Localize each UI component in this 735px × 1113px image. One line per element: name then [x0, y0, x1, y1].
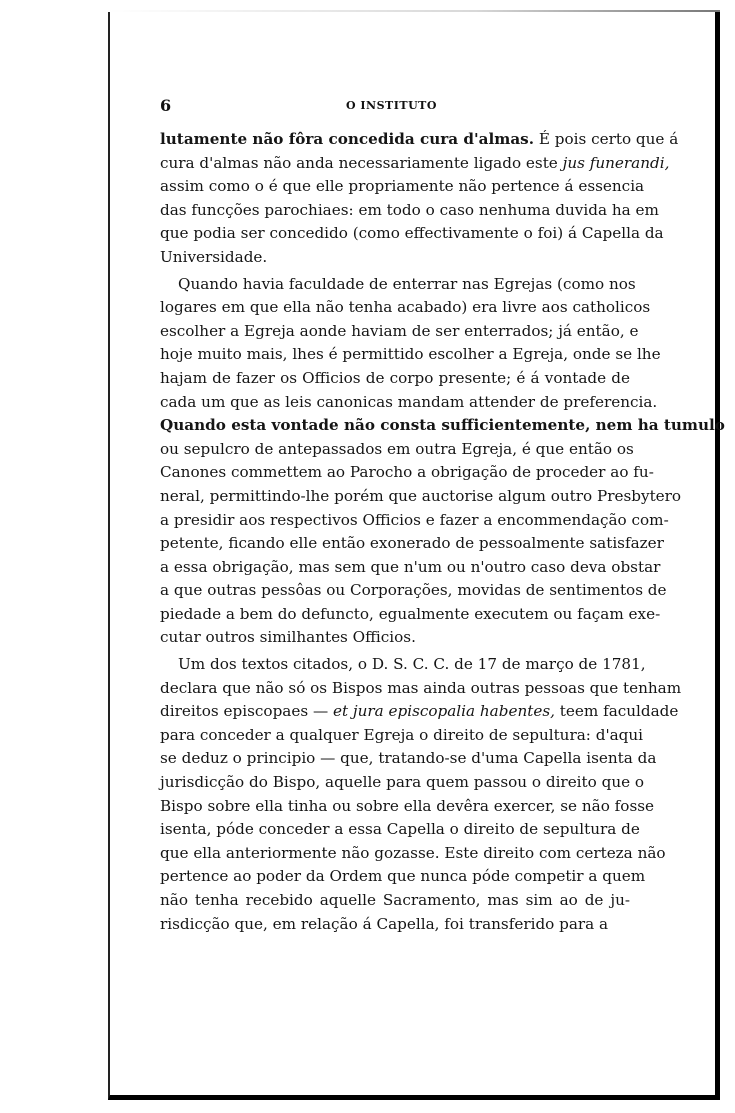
- text-segment: escolher a Egreja aonde haviam de ser enterrados; já então, e: [160, 321, 639, 340]
- text-segment: cura d'almas não anda necessariamente ligado este: [160, 153, 563, 172]
- text-segment: neral, permittindo-lhe porém que auctorise algum outro Presbytero: [160, 486, 682, 505]
- text-line: [160, 152, 670, 176]
- text-segment: Um dos textos citados, o D. S. C. C. de 17 de março de 1781,: [178, 655, 646, 674]
- text-segment: a que outras pessôas ou Corporações, movidas de sentimentos de: [160, 581, 667, 600]
- text-line: [160, 795, 655, 819]
- paragraph: [160, 653, 682, 936]
- text-segment: petente, ficando elle então exonerado de pessoalmente satisfazer: [160, 534, 664, 553]
- text-segment: jurisdicção do Bispo, aquelle para quem passou o direito que o: [160, 773, 645, 792]
- text-line: [160, 842, 666, 866]
- text-segment: Universidade.: [160, 247, 268, 266]
- text-segment: hoje muito mais, lhes é permittido escolher a Egreja, onde se lhe: [160, 345, 661, 364]
- text-segment: et jura episcopalia habentes,: [332, 702, 555, 721]
- page-header: [160, 96, 630, 118]
- text-segment: Canones commettem ao Parocho a obrigação de proceder ao fu-: [160, 463, 654, 482]
- text-line: [160, 889, 630, 913]
- text-segment: ou sepulcro de antepassados em outra Egreja, é que então os: [160, 439, 634, 458]
- text-segment: a presidir aos respectivos Officios e fazer a encommendação com-: [160, 510, 669, 529]
- text-segment: É pois certo que á: [534, 130, 679, 148]
- page-number: 6: [160, 96, 172, 115]
- running-head: O INSTITUTO: [346, 99, 437, 112]
- text-line: [160, 700, 679, 724]
- text-line: [160, 461, 654, 485]
- text-line: [160, 320, 639, 344]
- text-line: [160, 128, 679, 152]
- text-line: [160, 626, 630, 650]
- text-segment: para conceder a qualquer Egreja o direito de sepultura: d'aqui: [160, 725, 644, 744]
- text-line: [160, 865, 646, 889]
- text-line: [160, 603, 661, 627]
- text-line: [160, 485, 682, 509]
- text-segment: assim como o é que elle propriamente não pertence á essencia: [160, 177, 645, 196]
- text-line: [160, 367, 630, 391]
- text-line: [160, 199, 659, 223]
- text-segment: logares em que ella não tenha acabado) era livre aos catholicos: [160, 298, 651, 317]
- text-segment: a essa obrigação, mas sem que n'um ou n'outro caso deva obstar: [160, 557, 661, 576]
- text-line: [160, 343, 661, 367]
- text-segment: direitos episcopaes —: [160, 702, 333, 721]
- text-segment: Quando esta vontade não consta sufficientemente, nem ha tumulo: [160, 416, 725, 435]
- text-segment: isenta, póde conceder a essa Capella o direito de sepultura de: [160, 820, 640, 839]
- text-line: [160, 509, 669, 533]
- text-line: [160, 556, 661, 580]
- text-line: [160, 391, 658, 415]
- text-segment: lutamente não fôra concedida cura d'almas.: [160, 130, 535, 148]
- text-line: [160, 677, 682, 701]
- text-segment: se deduz o principio — que, tratando-se d'uma Capella isenta da: [160, 749, 657, 768]
- text-segment: que ella anteriormente não gozasse. Este direito com certeza não: [160, 843, 666, 862]
- text-line: [160, 653, 646, 677]
- text-line: [160, 222, 664, 246]
- text-line: [160, 414, 725, 438]
- text-segment: Bispo sobre ella tinha ou sobre ella devêra exercer, se não fosse: [160, 796, 655, 815]
- text-segment: teem faculdade: [554, 702, 679, 721]
- text-line: [160, 532, 664, 556]
- text-segment: cutar outros similhantes Officios.: [160, 628, 416, 647]
- text-segment: declara que não só os Bispos mas ainda outras pessoas que tenham: [160, 678, 682, 697]
- text-line: [160, 579, 667, 603]
- paragraph: [160, 273, 725, 651]
- text-line: [160, 273, 636, 297]
- text-segment: jus funerandi,: [562, 153, 670, 172]
- text-line: [160, 747, 657, 771]
- body-text: [160, 128, 725, 936]
- text-segment: pertence ao poder da Ordem que nunca póde competir a quem: [160, 867, 646, 886]
- text-line: [160, 771, 645, 795]
- text-line: [160, 724, 644, 748]
- text-segment: não tenha recebido aquelle Sacramento, mas sim ao de ju-: [160, 891, 630, 909]
- text-line: [160, 296, 651, 320]
- text-line: [160, 438, 634, 462]
- text-segment: cada um que as leis canonicas mandam attender de preferencia.: [160, 392, 658, 411]
- text-line: [160, 913, 630, 937]
- text-segment: que podia ser concedido (como effectivamente o foi) á Capella da: [160, 224, 664, 243]
- text-segment: risdicção que, em relação á Capella, foi transferido para a: [160, 914, 609, 933]
- text-line: [160, 246, 630, 270]
- paragraph: [160, 128, 679, 270]
- text-segment: Quando havia faculdade de enterrar nas Egrejas (como nos: [178, 274, 636, 293]
- text-segment: piedade a bem do defuncto, egualmente executem ou façam exe-: [160, 604, 661, 623]
- text-line: [160, 175, 645, 199]
- text-segment: das funcções parochiaes: em todo o caso nenhuma duvida ha em: [160, 200, 659, 219]
- text-line: [160, 818, 640, 842]
- text-segment: hajam de fazer os Officios de corpo presente; é á vontade de: [160, 368, 630, 387]
